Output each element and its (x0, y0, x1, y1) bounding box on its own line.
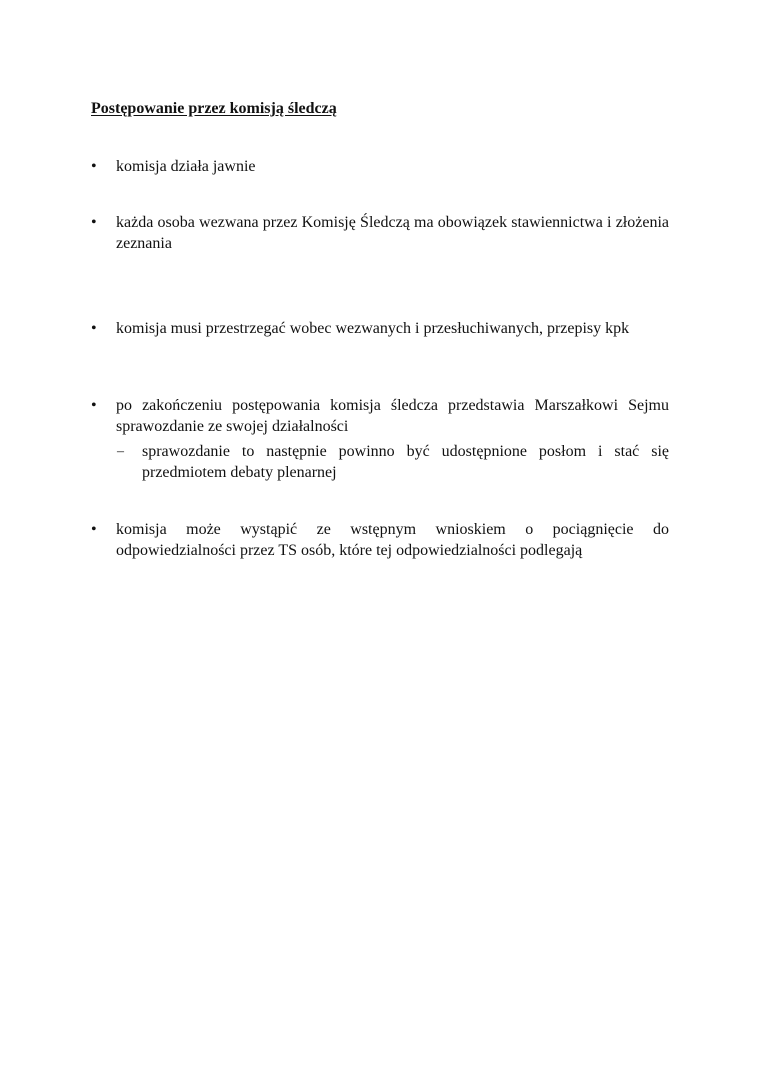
bullet-icon: • (91, 214, 97, 231)
list-item-4 (91, 395, 669, 485)
bullet-icon: • (91, 158, 97, 175)
bullet-icon: • (91, 320, 97, 337)
list-item-2 (91, 212, 669, 256)
list-item-text: komisja musi przestrzegać wobec wezwanych i przesłuchiwanych, przepisy kpk (116, 320, 630, 337)
list-item-text: komisja działa jawnie (116, 158, 256, 175)
sub-list-item-1 (117, 441, 669, 485)
list-item-3 (91, 318, 669, 362)
list-item-text: każda osoba wezwana przez Komisję Śledczą ma obowiązek stawiennictwa i złożenia zeznania (116, 214, 669, 252)
list-item-1 (91, 156, 669, 178)
bullet-icon: • (91, 521, 97, 538)
sub-list-item-text: sprawozdanie to następnie powinno być udostępnione posłom i stać się przedmiotem debaty plenarnej (142, 443, 669, 481)
list-item-text: komisja może wystąpić ze wstępnym wnioskiem o pociągnięcie do odpowiedzialności przez TS osób, które tej odpowiedzialności podlegają (116, 521, 669, 559)
list-item-text: po zakończeniu postępowania komisja śledcza przedstawia Marszałkowi Sejmu sprawozdanie ze swojej działalności (116, 397, 669, 435)
list-item-5 (91, 519, 669, 563)
bullet-icon: • (91, 397, 97, 414)
document-title: Postępowanie przez komisją śledczą (91, 100, 337, 117)
dash-icon: – (117, 444, 124, 459)
